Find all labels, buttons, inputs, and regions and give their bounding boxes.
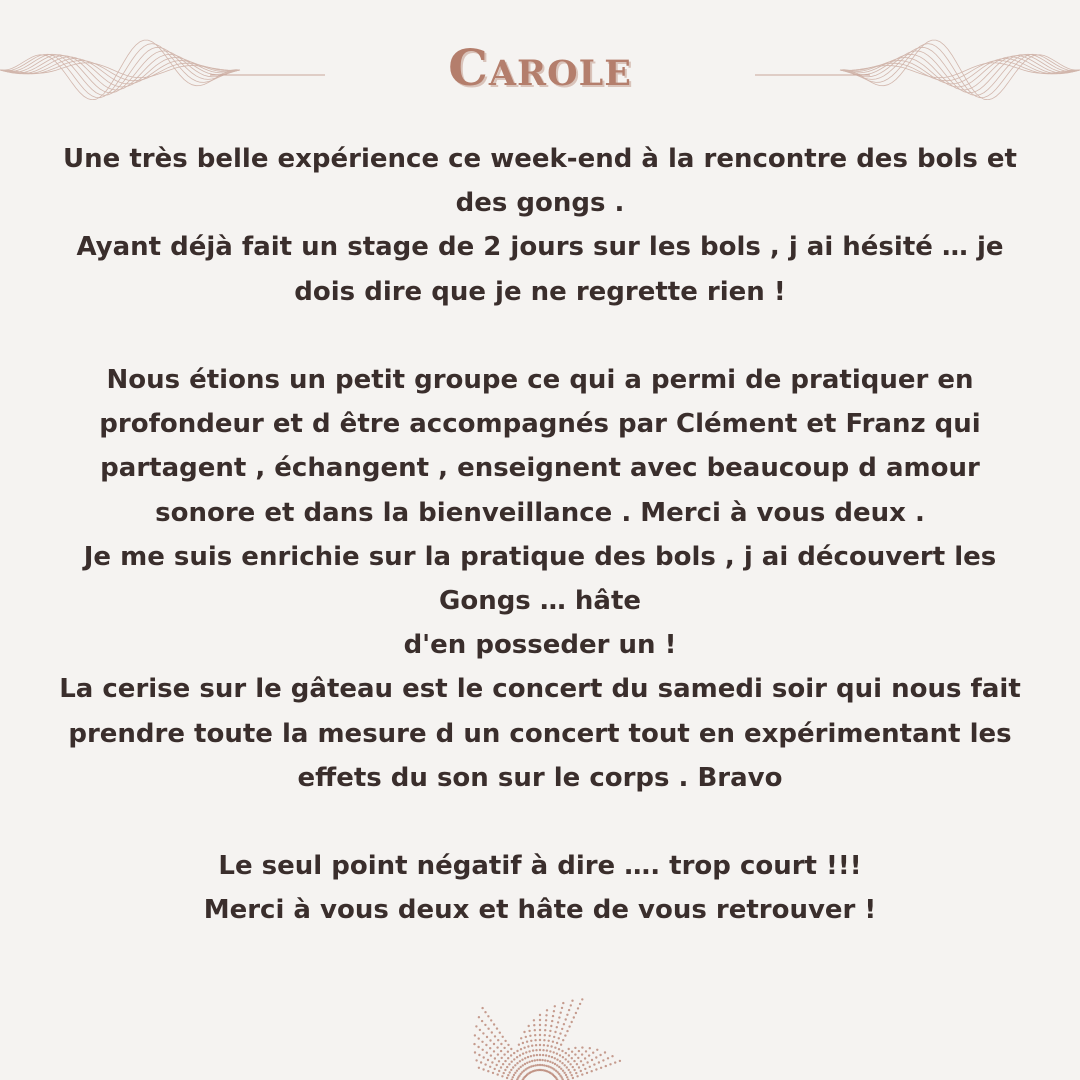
sound-burst-icon [320,960,760,1080]
text-line: Je me suis enrichie sur la pratique des bols , j ai découvert les [83,541,997,572]
text-line: effets du son sur le corps . Bravo [297,762,783,793]
page-title: Carole [448,38,632,97]
blank-line [15,800,1065,844]
text-line: Une très belle expérience ce week-end à la rencontre des bols et [63,144,1017,174]
text-line: La cerise sur le gâteau est le concert du samedi soir qui nous fait [59,674,1021,705]
text-line: profondeur et d être accompagnés par Clément et Franz qui [99,409,981,440]
text-line: partagent , échangent , enseignent avec beaucoup d amour [100,453,980,484]
text-line: sonore et dans la bienveillance . Merci à vous deux . [155,497,925,528]
text-line: Merci à vous deux et hâte de vous retrouver ! [203,895,877,926]
testimonial-text [15,137,1065,933]
text-line: Nous étions un petit groupe ce qui a permi de pratiquer en [106,365,974,395]
text-line: Le seul point négatif à dire …. trop court !!! [218,851,862,882]
blank-line [15,314,1065,358]
text-line: dois dire que je ne regrette rien ! [294,276,786,307]
text-line: des gongs . [455,188,625,219]
text-line: prendre toute la mesure d un concert tout en expérimentant les [68,718,1012,749]
text-line: Ayant déjà fait un stage de 2 jours sur les bols , j ai hésité … je [76,232,1004,263]
text-line: d'en posseder un ! [403,630,677,661]
text-line: Gongs … hâte [438,586,642,617]
